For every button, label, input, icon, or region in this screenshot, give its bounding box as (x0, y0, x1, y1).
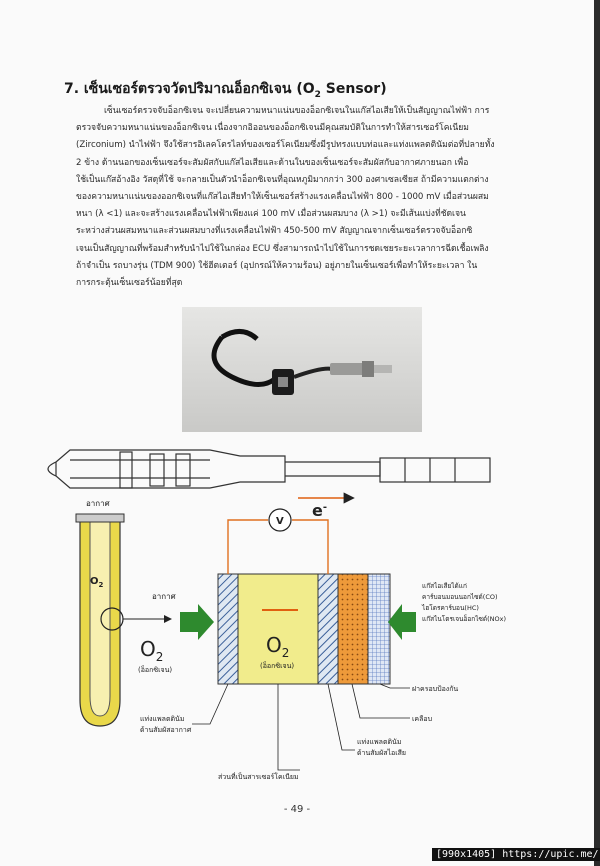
paragraph-line: การกระตุ้นเซ็นเซอร์น้อยที่สุด (76, 278, 183, 289)
sensor-layer-stack (218, 574, 390, 684)
exhaust-gas-line: แก๊สไอเสียได้แก่ (422, 582, 467, 590)
label-pt-exhaust: แท่งแพลตตินัม (357, 738, 402, 746)
paragraph-line: (Zirconium) นำไฟฟ้า จึงใช้สารอิเลคโตรไลท์ของเซอร์โคเนียมซึ่งมีรูปทรงแบบท่อและแท่งแพลตตินัมต่อที่ปลายทั้ง (76, 140, 495, 151)
exhaust-inflow-arrow-icon (388, 604, 416, 640)
paragraph-line: 2 ข้าง ด้านนอกของเซ็นเซอร์จะสัมผัสกับแก๊สไอเสียและด้านในของเซ็นเซอร์จะสัมผัสกับอากาศภายนอก เพื่อ (76, 157, 469, 168)
sensor-photo-drawing (182, 307, 422, 432)
leader-lines (192, 684, 410, 770)
label-electrode: เคลือบ (412, 715, 433, 723)
paragraph-line: เซ็นเซอร์ตรวจจับอ็อกซิเจน จะเปลี่ยนความหนาแน่นของอ็อกซิเจนในแก๊สไอเสียให้เป็นสัญญาณไฟฟ้า การ (104, 106, 490, 116)
o2-caption-left: (อ็อกซิเจน) (138, 666, 173, 674)
exhaust-gas-line: แก๊สไนโตรเจนอ็อกไซด์(NOx) (422, 615, 507, 623)
o2-sensor-diagram (0, 432, 590, 794)
paragraph-line: ของความหนาแน่นของออกซิเจนที่แก๊สไอเสียทำให้เซ็นเซอร์สร้างแรงเคลื่อนไฟฟ้า 800 - 1000 mV เมื่อส่วนผสม (76, 192, 489, 203)
label-pt-air: แท่งแพลตตินัม (140, 715, 185, 723)
air-label-tube: อากาศ (86, 499, 110, 508)
electron-label: e- (312, 501, 328, 520)
voltmeter-label: V (276, 516, 284, 527)
paragraph-line: ระหว่างส่วนผสมหนาและส่วนผสมบางที่แรงเคลื่อนไฟฟ้า 450-500 mV สัญญาณจากเซ็นเซอร์ตรวจจับอ็อกซิ (76, 226, 473, 237)
image-host-watermark: [990x1405] https://upic.me/ (432, 848, 600, 861)
sensor-tube-section (76, 514, 124, 726)
o2-caption-center: (อ็อกซิเจน) (260, 662, 295, 670)
air-inflow-arrow-icon (180, 604, 214, 640)
paragraph-line: หนา (λ <1) และจะสร้างแรงเคลื่อนไฟฟ้าเพียงแค่ 100 mV เมื่อส่วนผสมบาง (λ >1) จะมีเส้นแบ่งที่ชัดเจน (76, 209, 466, 220)
body-paragraph (76, 103, 532, 292)
exhaust-gas-line: คาร์บอนมอนนอกไซด์(CO) (422, 593, 498, 601)
exhaust-gas-line: ไฮโดรคาร์บอน(HC) (422, 604, 479, 612)
o2-tube-label: $O_2$ (90, 576, 104, 589)
paragraph-line: ใช้เป็นแก๊สอ้างอิง วัสดุที่ใช้ จะกลายเป็นตัวนำอ็อกซิเจนที่อุณหภูมิมากกว่า 300 องศาเซลเซียส ถ้ามีความแตกต่าง (76, 174, 489, 185)
label-pt-exhaust: ด้านสัมผัสไอเสีย (357, 749, 407, 757)
label-zirconia: ส่วนที่เป็นสารเซอร์โคเนียม (218, 773, 299, 781)
label-cover: ฝาครอบป้องกัน (412, 685, 459, 693)
o2-big-center: $O_2$ (266, 633, 290, 660)
label-pt-air: ด้านสัมผัสอากาศ (140, 726, 192, 734)
sensor-outline-drawing (48, 450, 490, 488)
coating-layer (338, 574, 368, 684)
o2-big-left: $O_2$ (140, 637, 164, 664)
section-heading: 7. เซ็นเซอร์ตรวจวัดปริมาณอ็อกซิเจน ($O_2$ Sensor) (64, 81, 387, 100)
air-label-arrow: อากาศ (152, 592, 176, 601)
page-number: - 49 - (283, 804, 311, 815)
platinum-air-side-layer (218, 574, 238, 684)
paragraph-line: เจนเป็นสัญญาณที่พร้อมสำหรับนำไปใช้ในกล่อง ECU ซึ่งสามารถนำไปใช้ในการชดเชยระยะเวลาการฉีดเชื้อเพลิง (76, 243, 489, 254)
paragraph-line: ตรวจจับความหนาแน่นของอ็อกซิเจน เนื่องจากอิออนของอ็อกซิเจนมีคุณสมบัติในการทำให้สารเซอร์โคเนียม (76, 123, 469, 134)
paragraph-line: ถ้าจำเป็น รถบางรุ่น (TDM 900) ใช้ฮีตเตอร์ (อุปกรณ์ให้ความร้อน) อยู่ภายในเซ็นเซอร์เพื่อทำให้ระยะเวลา ใน (76, 260, 478, 271)
oxygen-sensor-photo (182, 307, 422, 432)
platinum-exhaust-side-layer (318, 574, 338, 684)
protective-cover-layer (368, 574, 390, 684)
